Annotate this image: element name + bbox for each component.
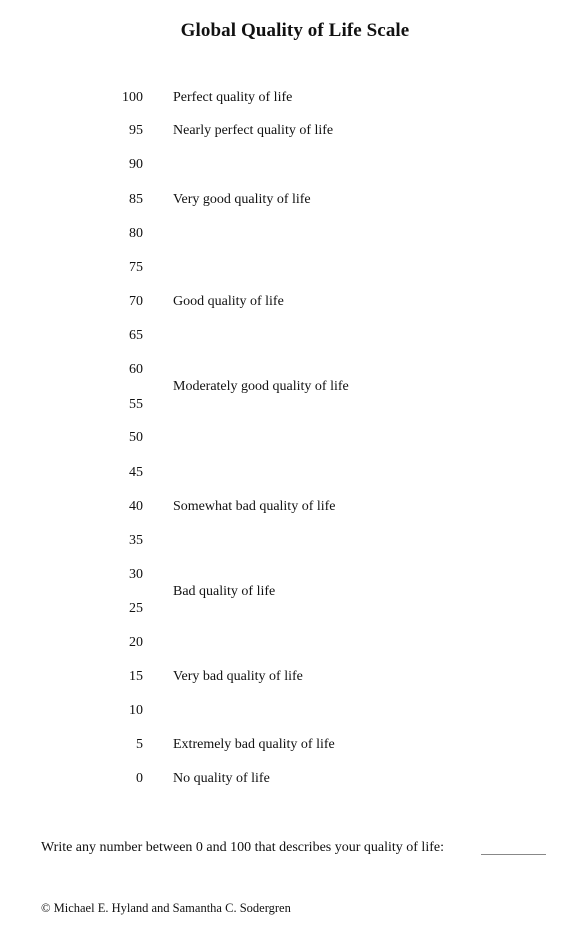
scale-value: 20 xyxy=(129,635,143,650)
scale-row-95 xyxy=(0,121,573,141)
scale-row-40 xyxy=(0,497,573,517)
scale-row-55 xyxy=(0,395,573,415)
scale-value: 25 xyxy=(129,601,143,616)
scale-value: 10 xyxy=(129,703,143,718)
scale-value: 0 xyxy=(136,771,143,786)
scale-row-35 xyxy=(0,531,573,551)
scale-value: 40 xyxy=(129,499,143,514)
scale-value: 15 xyxy=(129,669,143,684)
scale-label: Nearly perfect quality of life xyxy=(173,123,334,138)
scale-row-20 xyxy=(0,633,573,653)
scale-row-80 xyxy=(0,224,573,244)
scale-row-25 xyxy=(0,599,573,619)
scale-value: 5 xyxy=(136,737,143,752)
scale-label-bad: Bad quality of life xyxy=(173,584,276,599)
scale-value: 35 xyxy=(129,533,143,548)
scale-value: 90 xyxy=(129,157,143,172)
scale-row-10 xyxy=(0,701,573,721)
scale-label: No quality of life xyxy=(173,771,270,786)
scale-value: 45 xyxy=(129,465,143,480)
scale-value: 75 xyxy=(129,260,143,275)
scale-row-100 xyxy=(0,88,573,108)
scale-label: Good quality of life xyxy=(173,294,284,309)
scale-value: 60 xyxy=(129,362,143,377)
scale-value: 95 xyxy=(129,123,143,138)
scale-value: 55 xyxy=(129,397,143,412)
scale-row-15 xyxy=(0,667,573,687)
scale-row-70 xyxy=(0,292,573,312)
scale-value: 100 xyxy=(122,90,143,105)
scale-value: 70 xyxy=(129,294,143,309)
scale-row-30 xyxy=(0,565,573,585)
scale-row-85 xyxy=(0,190,573,210)
scale-row-90 xyxy=(0,155,573,175)
scale-label: Very bad quality of life xyxy=(173,669,303,684)
scale-value: 30 xyxy=(129,567,143,582)
scale-label: Very good quality of life xyxy=(173,192,311,207)
scale-label: Extremely bad quality of life xyxy=(173,737,335,752)
scale-label: Somewhat bad quality of life xyxy=(173,499,336,514)
prompt-text: Write any number between 0 and 100 that describes your quality of life: xyxy=(41,840,444,855)
scale-row-5 xyxy=(0,735,573,755)
scale-row-0 xyxy=(0,769,573,789)
scale-value: 65 xyxy=(129,328,143,343)
scale-value: 85 xyxy=(129,192,143,207)
answer-input[interactable] xyxy=(481,854,546,855)
page-title: Global Quality of Life Scale xyxy=(180,20,410,41)
scale-value: 80 xyxy=(129,226,143,241)
scale-label-moderately-good: Moderately good quality of life xyxy=(173,379,349,394)
scale-row-65 xyxy=(0,326,573,346)
scale-row-50 xyxy=(0,428,573,448)
scale-row-45 xyxy=(0,463,573,483)
scale-label: Perfect quality of life xyxy=(173,90,293,105)
answer-prompt xyxy=(41,838,561,860)
copyright-notice: © Michael E. Hyland and Samantha C. Sodergren xyxy=(41,901,291,915)
scale-row-75 xyxy=(0,258,573,278)
scale-value: 50 xyxy=(129,430,143,445)
